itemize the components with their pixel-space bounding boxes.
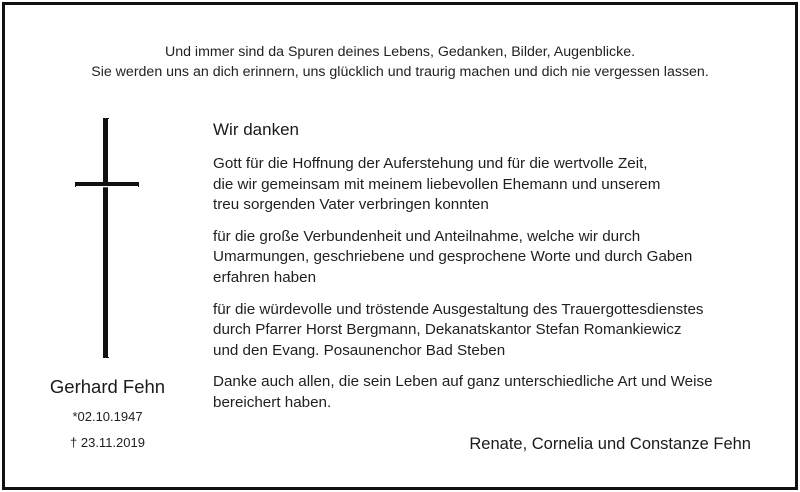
family-signature: Renate, Cornelia und Constanze Fehn	[469, 435, 751, 453]
paragraph-line: für die große Verbundenheit und Anteilnahme, welche wir durch	[213, 227, 641, 245]
paragraph-line: erfahren haben	[213, 268, 317, 286]
thanks-paragraph	[213, 300, 783, 362]
death-date: † 23.11.2019	[70, 435, 145, 450]
thanks-paragraph	[213, 372, 783, 413]
paragraph-line: durch Pfarrer Horst Bergmann, Dekanatskantor Stefan Romankiewicz	[213, 321, 682, 339]
paragraph-line: und den Evang. Posaunenchor Bad Steben	[213, 341, 506, 359]
motto-line-1: Und immer sind da Spuren deines Lebens, Gedanken, Bilder, Augenblicke.	[164, 44, 636, 60]
obituary-card	[2, 2, 798, 490]
thanks-heading: Wir danken	[213, 120, 299, 139]
thanks-paragraph	[213, 227, 783, 289]
cross-icon	[75, 118, 139, 358]
paragraph-line: für die würdevolle und tröstende Ausgestaltung des Trauergottesdienstes	[213, 300, 704, 318]
paragraph-line: bereichert haben.	[213, 393, 332, 411]
motto	[5, 43, 795, 82]
paragraph-line: Umarmungen, geschriebene und gesprochene Worte und durch Gaben	[213, 248, 693, 266]
paragraph-line: treu sorgenden Vater verbringen konnten	[213, 196, 489, 214]
paragraph-line: die wir gemeinsam mit meinem liebevollen Ehemann und unserem	[213, 175, 661, 193]
paragraph-line: Danke auch allen, die sein Leben auf ganz unterschiedliche Art und Weise	[213, 373, 713, 391]
thanks-section	[213, 119, 783, 425]
paragraph-line: Gott für die Hoffnung der Auferstehung und für die wertvolle Zeit,	[213, 155, 648, 172]
birth-date: *02.10.1947	[72, 409, 143, 424]
deceased-name: Gerhard Fehn	[49, 376, 166, 397]
motto-line-2: Sie werden uns an dich erinnern, uns glücklich und traurig machen und dich nie vergessen lassen.	[91, 63, 709, 80]
thanks-paragraph	[213, 154, 783, 216]
